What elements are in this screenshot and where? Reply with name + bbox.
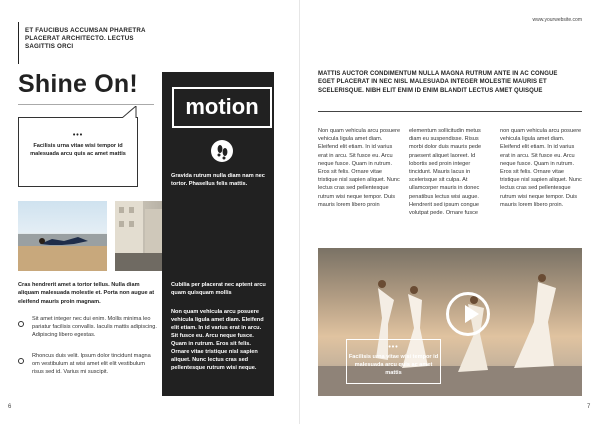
right-heading-rule — [318, 111, 582, 112]
bullet-circle-icon — [18, 358, 24, 364]
bullet-circle-icon — [18, 321, 24, 327]
headline: Shine On! — [18, 70, 138, 98]
text-column-1: Non quam vehicula arcu posuere vehicula ligula amet diam. Eleifend elit etiam. In id varius erat in arcu. Sit fusce eu. Arcu neque fusce. Quam in rutrum. Eros sit felis. Ornare vitae tristique nisl sapien aliquet. Nunc lectus cras sed pellentesque rutrum wisi neque tempor. Duis mauris lorem libero proin — [318, 128, 401, 208]
caption-dots: ••• — [388, 344, 399, 351]
bullet-text: Rhoncus duis velit. Ipsum dolor tincidunt magna om vestibulum at wisi amet elit elit vestibulum risus sed id. Varius mi suscipit. — [32, 353, 151, 376]
bullet-item — [18, 352, 158, 377]
right-page — [300, 0, 600, 424]
text-column-2: elementum sollicitudin metus diam eu suspendisse. Risus morbi dolor duis mauris pede praesent aliquet laoreet. Id lobortis sed proin integer tincidunt. Mauris lacus in scelerisque sit culpa. At ullamcorper mauris in donec penatibus lectus wisi augue. Hendrerit sed ipsum congue volutpat pede. Ornare fusce — [409, 128, 482, 217]
footprints-icon — [211, 140, 233, 162]
page-number-left: 6 — [8, 404, 12, 410]
yoga-photo — [18, 201, 107, 271]
video-caption — [346, 339, 441, 384]
bubble-tail — [122, 106, 138, 118]
bold-paragraph: Cras hendrerit amet a tortor tellus. Nulla diam aliquam malesuada molestie et. Porta non augue at eleifend mauris proin magnam. — [18, 282, 155, 305]
motion-title: motion — [172, 87, 272, 128]
headline-rule — [18, 104, 154, 105]
text-column-3: non quam vehicula arcu posuere vehicula ligula amet diam. Eleifend elit etiam. In id varius erat in arcu. Sit fusce eu. Arcu neque fusce. Quam in rutrum. Eros sit felis. Ornare vitae tristique nisl sapien aliquet. Nunc lectus cras sed pellentesque rutrum wisi neque tempor. Duis mauris lorem libero proin. — [500, 128, 582, 208]
bubble-text: Facilisis urna vitae wisi tempor id malesuada arcu quis ac amet mattis — [30, 143, 126, 157]
bullet-text: Sit amet integer nec dui enim. Mollis minima leo pariatur facilisis convallis. Iaculis mattis adipiscing. Adipiscing libero egestas. — [32, 316, 157, 339]
dance-video[interactable] — [318, 248, 582, 396]
dark-text-1: Gravida rutrum nulla diam nam nec tortor. Phasellus felis mattis. — [171, 173, 265, 187]
bubble-dots: ••• — [72, 132, 84, 139]
play-icon[interactable] — [465, 305, 479, 323]
intro-rule — [18, 22, 19, 64]
yoga-figure — [18, 201, 107, 271]
page-number-right: 7 — [587, 404, 591, 410]
right-heading: MATTIS AUCTOR CONDIMENTUM NULLA MAGNA RUTRUM ANTE IN AC CONGUE EGET PLACERAT IN NEC NISL MALESUADA INTEGER MOLESTIE MAURIS ET SCELERISQUE. NIBH ELIT ENIM ID ENIM BLANDIT LECTUS AMET QUISQUE — [318, 71, 558, 94]
caption-text: Facilisis urna vitae wisi tempor id malesuada arcu quis ac amet mattis — [348, 354, 439, 376]
dark-text-3: Non quam vehicula arcu posuere vehicula ligula amet diam. Eleifend elit etiam. In id varius erat in arcu. Sit fusce eu. Arcu neque fusce. Quam in rutrum. Eros sit felis. Ornare vitae tristique nisl sapien aliquet. Nunc lectus cras sed pellentesque rutrum wisi neque. — [171, 309, 264, 371]
intro-text: ET FAUCIBUS ACCUMSAN PHARETRA PLACERAT ARCHITECTO. LECTUS SAGITTIS ORCI — [25, 27, 146, 50]
speech-bubble — [18, 117, 138, 187]
website-link[interactable]: www.yourwebsite.com — [532, 17, 582, 23]
dark-text-2: Cubilia per placerat nec aptent arcu quam quisquam mollis — [171, 282, 266, 296]
play-button[interactable] — [446, 292, 490, 336]
bullet-item — [18, 315, 158, 340]
